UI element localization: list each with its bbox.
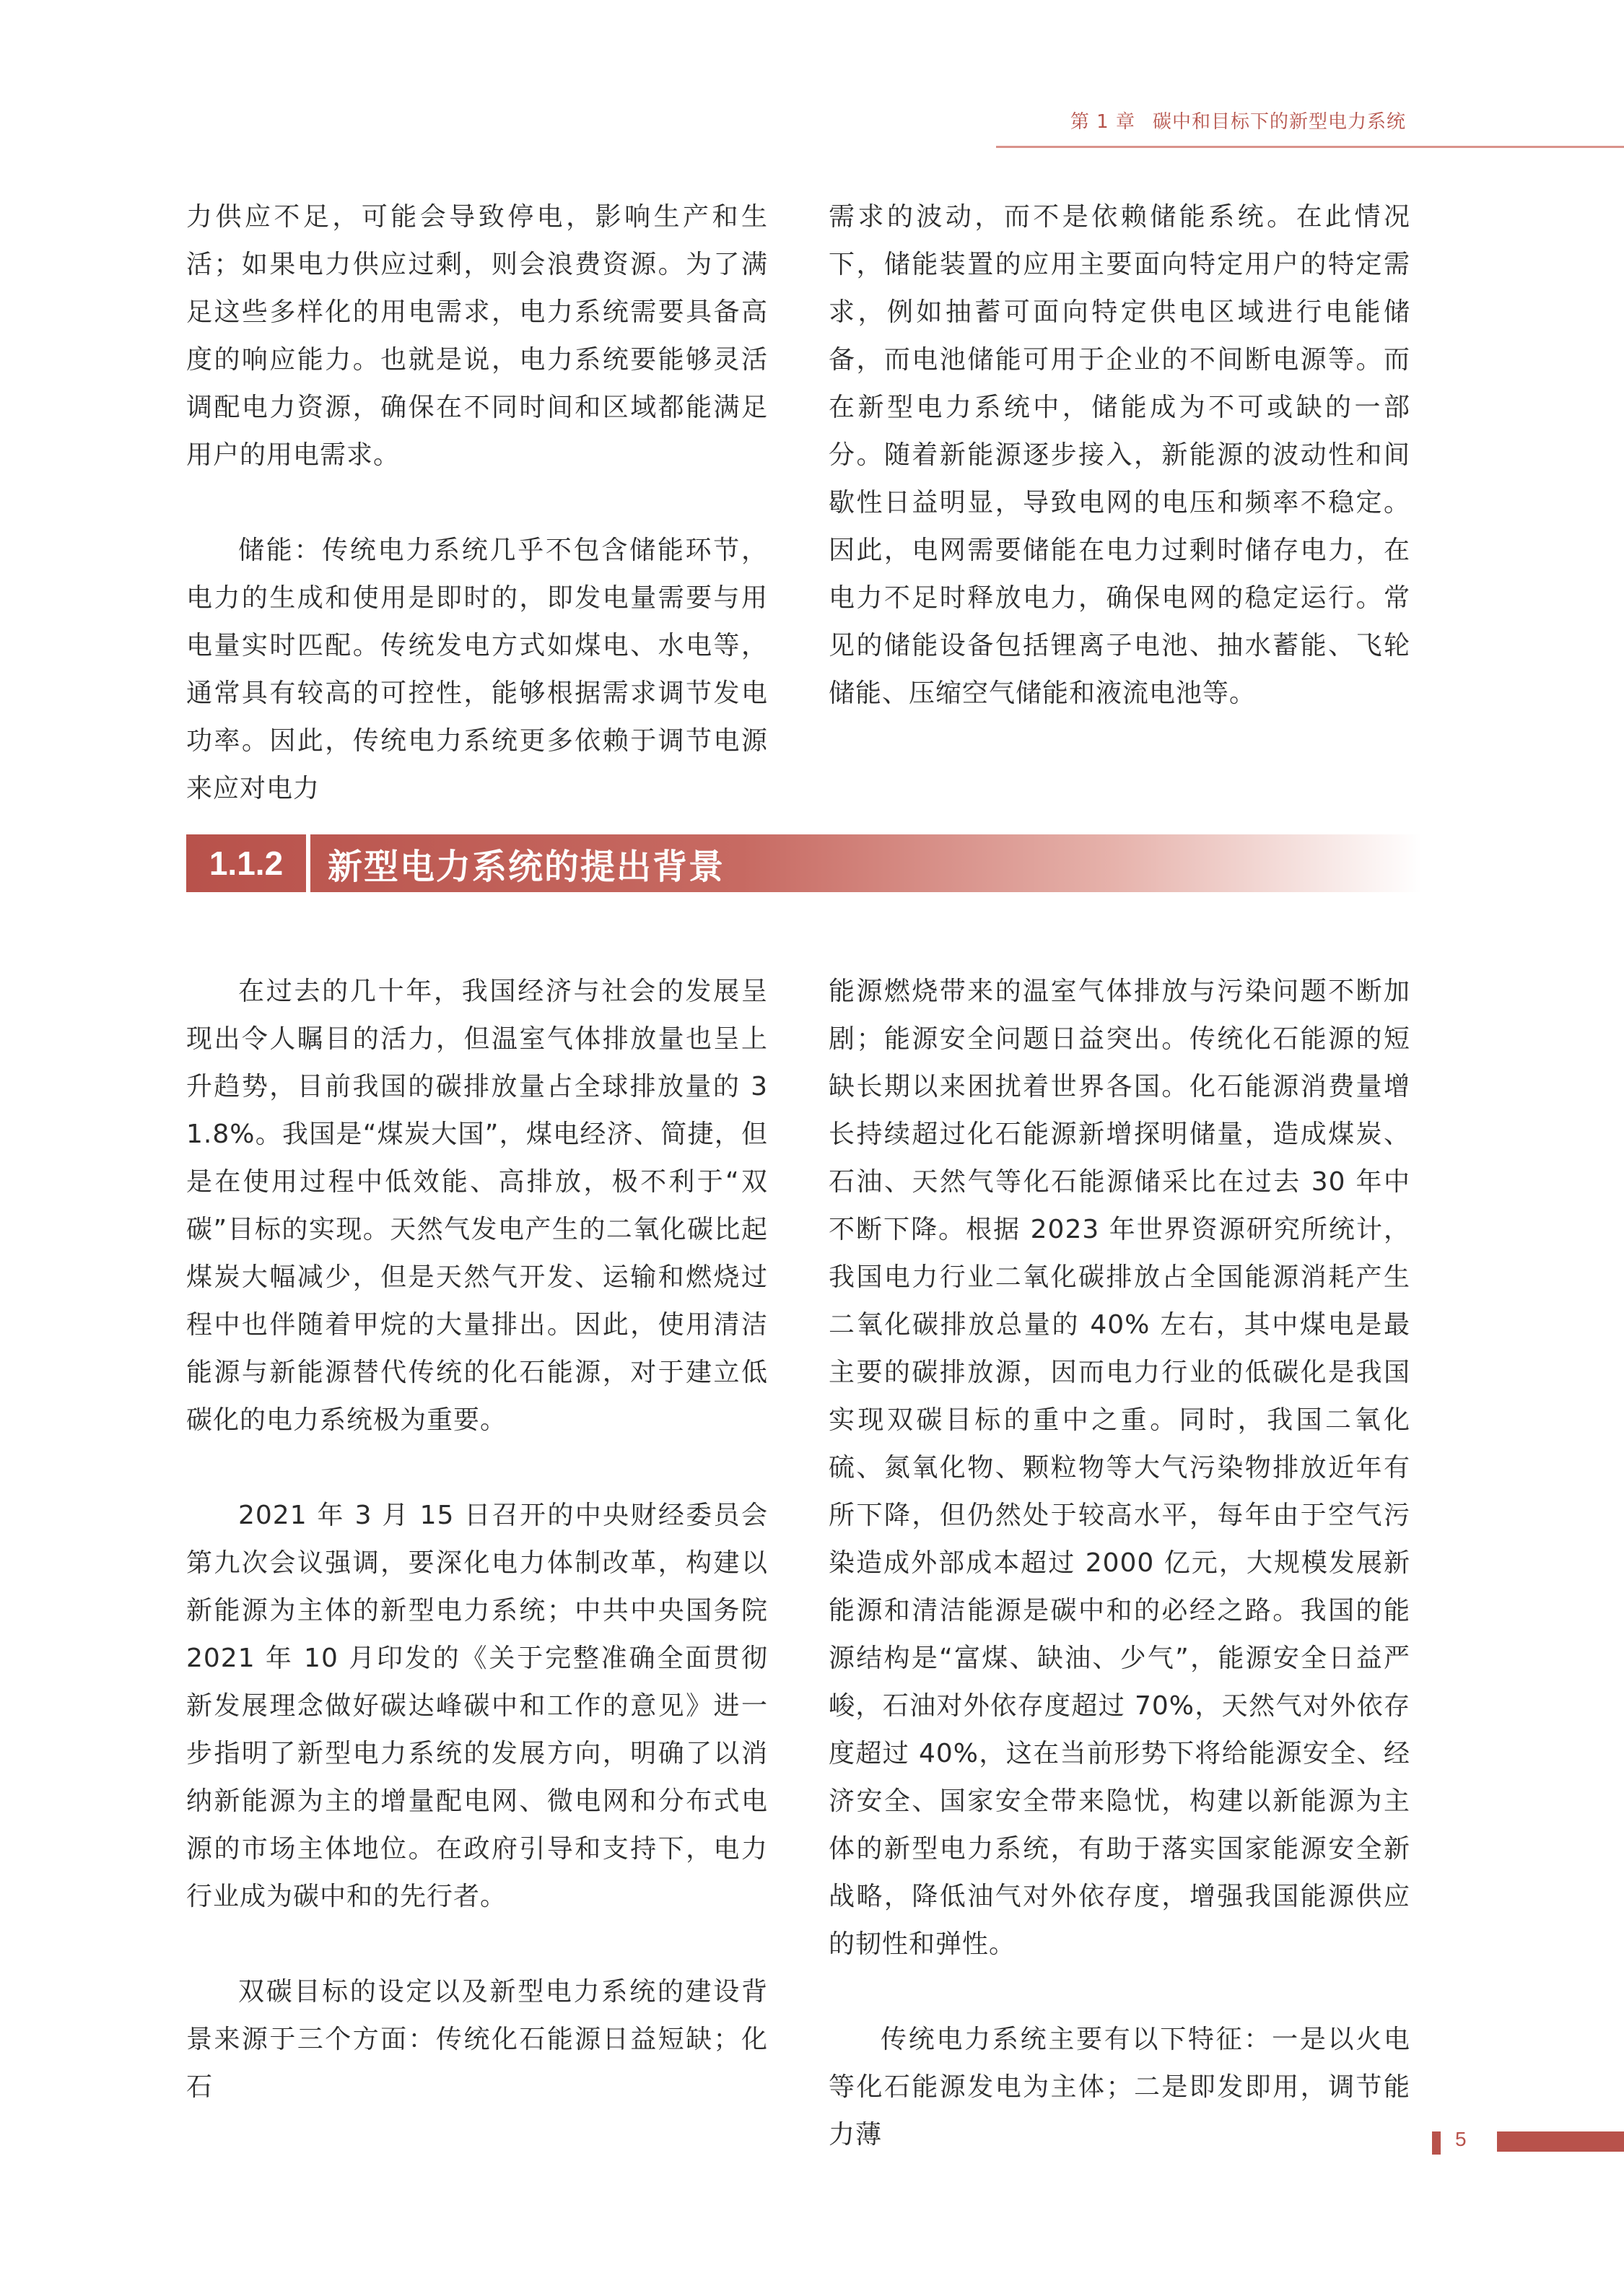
chapter-title: 碳中和目标下的新型电力系统 [1152,111,1406,133]
paragraph: 需求的波动，而不是依赖储能系统。在此情况下，储能装置的应用主要面向特定用户的特定需求，例如抽蓄可面向特定供电区域进行电能储备，而电池储能可用于企业的不间断电源等。而在新型电力系统中，储能成为不可或缺的一部分。随着新能源逐步接入，新能源的波动性和间歇性日益明显，导致电网的电压和频率不稳定。因此，电网需要储能在电力过剩时储存电力，在电力不足时释放电力，确保电网的稳定运行。常见的储能设备包括锂离子电池、抽水蓄能、飞轮储能、压缩空气储能和液流电池等。 [829,202,1410,708]
section-title: 新型电力系统的提出背景 [328,846,725,887]
section-number: 1.1.2 [209,845,284,882]
paragraph: 能源燃烧带来的温室气体排放与污染问题不断加剧；能源安全问题日益突出。传统化石能源的短缺长期以来困扰着世界各国。化石能源消费量增长持续超过化石能源新增探明储量，造成煤炭、石油、天然气等化石能源储采比在过去 30 年中不断下降。根据 2023 年世界资源研究所统计，我国电力行业二氧化碳排放占全国能源消耗产生二氧化碳排放总量的 40% 左右，其中煤电是最主要的碳排放源，因而电力行业的低碳化是我国实现双碳目标的重中之重。同时，我国二氧化硫、氮氧化物、颗粒物等大气污染物排放近年有所下降，但仍然处于较高水平，每年由于空气污染造成外部成本超过 2000 亿元，大规模发展新能源和清洁能源是碳中和的必经之路。我国的能源结构是“富煤、缺油、少气”，能源安全日益严峻，石油对外依存度超过 70%，天然气对外依存度超过 40%，这在当前形势下将给能源安全、经济安全、国家安全带来隐忧，构建以新能源为主体的新型电力系统，有助于落实国家能源安全新战略，降低油气对外依存度，增强我国能源供应的韧性和弹性。 [829,977,1410,1959]
paragraph: 力供应不足，可能会导致停电，影响生产和生活；如果电力供应过剩，则会浪费资源。为了满足这些多样化的用电需求，电力系统需要具备高度的响应能力。也就是说，电力系统要能够灵活调配电力资源，确保在不同时间和区域都能满足用户的用电需求。 [186,202,768,470]
section-heading [186,834,1422,892]
bottom-right-column [829,968,1410,2159]
paragraph: 双碳目标的设定以及新型电力系统的建设背景来源于三个方面：传统化石能源日益短缺；化石 [186,1977,768,2102]
paragraph: 传统电力系统主要有以下特征：一是以火电等化石能源发电为主体；二是即发即用，调节能力薄 [829,2025,1410,2150]
top-right-column [829,193,1410,717]
footer-bar [1497,2131,1624,2152]
page-number: 5 [1455,2128,1467,2150]
paragraph: 在过去的几十年，我国经济与社会的发展呈现出令人瞩目的活力，但温室气体排放量也呈上升趋势，目前我国的碳排放量占全球排放量的 31.8%。我国是“煤炭大国”，煤电经济、简捷，但是在使用过程中低效能、高排放，极不利于“双碳”目标的实现。天然气发电产生的二氧化碳比起煤炭大幅减少，但是天然气开发、运输和燃烧过程中也伴随着甲烷的大量排出。因此，使用清洁能源与新能源替代传统的化石能源，对于建立低碳化的电力系统极为重要。 [186,977,768,1435]
header-rule [996,146,1624,148]
bottom-left-column [186,968,768,2111]
top-left-column [186,193,768,813]
paragraph: 2021 年 3 月 15 日召开的中央财经委员会第九次会议强调，要深化电力体制改革，构建以新能源为主体的新型电力系统；中共中央国务院 2021 年 10 月印发的《关于完整准确全面贯彻新发展理念做好碳达峰碳中和工作的意见》进一步指明了新型电力系统的发展方向，明确了以消纳新能源为主的增量配电网、微电网和分布式电源的市场主体地位。在政府引导和支持下，电力行业成为碳中和的先行者。 [186,1501,768,1911]
running-header [1070,107,1406,134]
footer-mark [1432,2131,1441,2155]
chapter-number: 第 1 章 [1070,111,1135,133]
section-divider [306,834,310,892]
paragraph: 储能：传统电力系统几乎不包含储能环节，电力的生成和使用是即时的，即发电量需要与用电量实时匹配。传统发电方式如煤电、水电等，通常具有较高的可控性，能够根据需求调节发电功率。因此，传统电力系统更多依赖于调节电源来应对电力 [186,536,768,803]
